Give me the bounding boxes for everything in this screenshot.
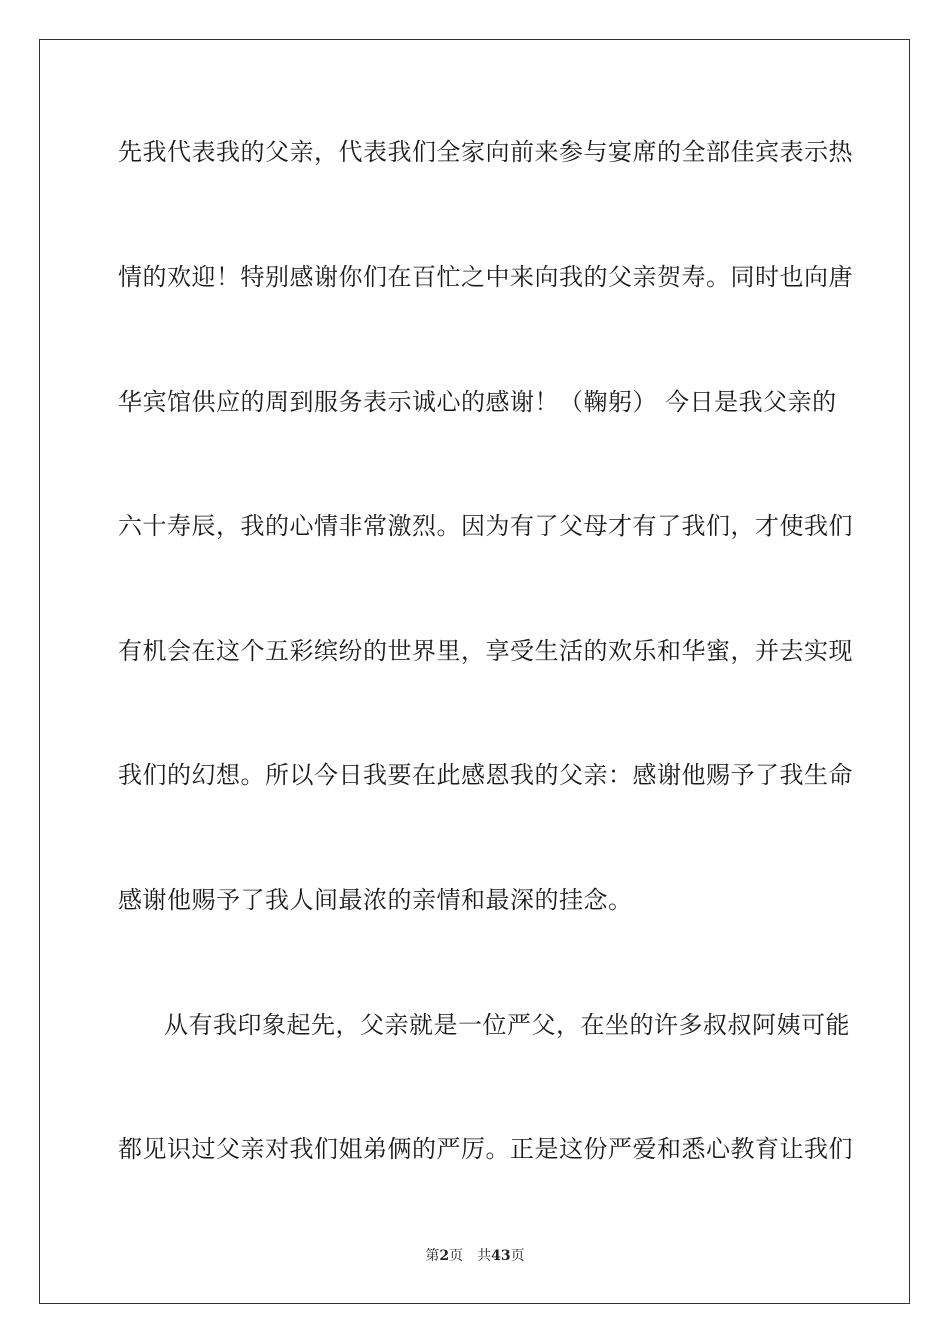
body-line-9: 都见识过父亲对我们姐弟俩的严厉。正是这份严爱和悉心教育让我们 xyxy=(118,1135,853,1163)
body-line-1: 先我代表我的父亲，代表我们全家向前来参与宴席的全部佳宾表示热 xyxy=(118,138,853,166)
page-footer xyxy=(0,1247,950,1265)
body-line-2: 情的欢迎！特别感谢你们在百忙之中来向我的父亲贺寿。同时也向唐 xyxy=(118,263,853,291)
body-line-7: 感谢他赐予了我人间最浓的亲情和最深的挂念。 xyxy=(118,886,633,914)
body-line-5: 有机会在这个五彩缤纷的世界里，享受生活的欢乐和华蜜，并去实现 xyxy=(118,637,853,665)
page-mid: 页 共 xyxy=(449,1248,492,1264)
page-suffix: 页 xyxy=(510,1248,525,1264)
body-line-3: 华宾馆供应的周到服务表示诚心的感谢！（鞠躬） 今日是我父亲的 xyxy=(118,388,837,416)
page-total-number: 43 xyxy=(491,1248,511,1264)
page-prefix: 第 xyxy=(425,1248,440,1264)
body-line-4: 六十寿辰，我的心情非常激烈。因为有了父母才有了我们，才使我们 xyxy=(118,512,853,540)
body-line-8-paragraph-start: 从有我印象起先，父亲就是一位严父，在坐的许多叔叔阿姨可能 xyxy=(164,1011,850,1039)
page-border xyxy=(39,39,910,1304)
page-current-number: 2 xyxy=(439,1248,450,1264)
body-line-6: 我们的幻想。所以今日我要在此感恩我的父亲：感谢他赐予了我生命 xyxy=(118,761,853,789)
